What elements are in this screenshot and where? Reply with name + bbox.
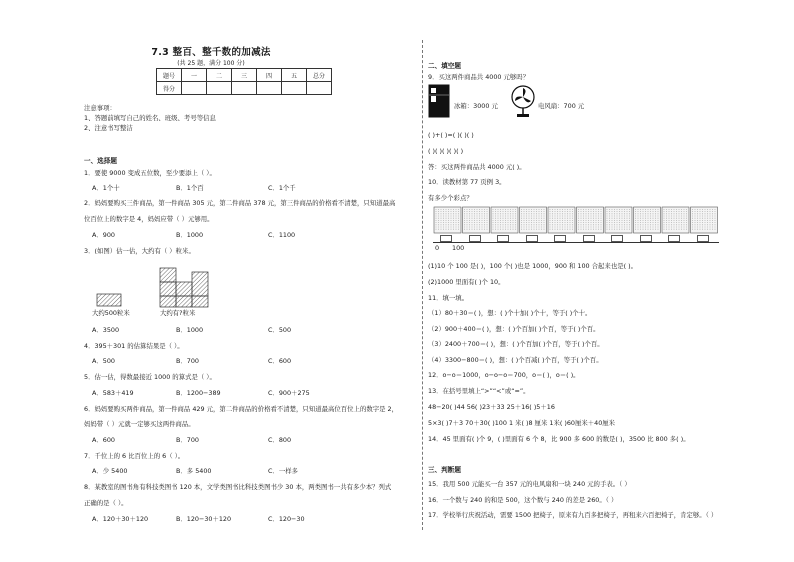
column-divider [422,40,423,530]
question-10-part2: (2)1000 里面有( )个 10。 [428,278,505,286]
notice-item: 1、答题前填写自己的姓名、班级、考号等信息 [84,114,216,122]
answer-blank-row: ( )+( )=( )( )( ) [428,131,474,139]
dot-card [520,207,547,233]
option: A．600 [92,436,115,444]
option: B．700 [176,357,199,365]
score-cell [257,82,282,95]
score-table [156,68,332,95]
number-line-tick-label: 100 [452,244,465,252]
option: A．500 [92,357,115,365]
fan-price-label: 电风扇：700 元 [538,102,585,110]
score-table-score-row [157,82,332,95]
electric-fan-icon [508,84,538,118]
score-header-cell: 五 [282,69,307,82]
option: B．多 5400 [176,467,212,475]
score-row-label: 得分 [157,82,182,95]
question-11-row: （3）2400＋700＝( )，想：( )个百加( )个百，等于( )个百。 [428,340,604,348]
question-4: 4．395＋301 的估算结果是（ ）。 [84,342,184,350]
option: A．583＋419 [92,389,134,397]
question-14: 14．45 里面有( )个 9，( )里面有 6 个 8，比 900 多 600 的数是( )，3500 比 800 多( )。 [428,435,690,443]
option: A．3500 [92,326,120,334]
option: A．120＋30＋120 [92,515,149,523]
dot-card [463,207,490,233]
question-13-row: 5×3( )7＋3 70＋30( )100 1 米( )8 厘米 1米( )60厘米＋40厘米 [428,419,616,427]
option: B．1000 [176,231,204,239]
number-line-segment-box [668,235,680,242]
question-1: 1．要使 9000 变成五位数，至少要添上（ ）。 [84,169,216,177]
option: B．1200−389 [176,389,221,397]
dot-card [577,207,604,233]
question-17: 17．学校举行庆祝活动，需要 1500 把椅子，原来有九百多把椅子，再租来六百把椅子，肯定够。（ ） [428,511,718,519]
number-line-segment-box [440,235,452,242]
question-10: 10．读教材第 77 页例 3。 [428,178,506,186]
question-10-part1: (1)10 个 100 是( )，100 个( )也是 1000，900 和 100 合起来也是( )。 [428,262,638,270]
score-header-cell: 总分 [307,69,332,82]
question-13: 13．在括号里填上“>”“<”或“=”。 [428,387,530,395]
question-12: 12．o−o＝1000，o−o−o＝700，o＝( )，o＝( )。 [428,371,580,379]
dot-card [491,207,518,233]
dot-card [691,207,718,233]
question-10-sub: 有多少个彩点？ [428,194,473,202]
question-11: 11．填一填。 [428,294,469,302]
fridge-icon [428,84,452,118]
question-7: 7．千位上的 6 比百位上的 6（ ）。 [84,452,185,460]
number-line-segment-box [469,235,481,242]
question-3: 3．(如图）估一估，大约有（ ）粒米。 [84,247,195,255]
notice-heading: 注意事项： [84,104,116,112]
number-line-segment-box [697,235,709,242]
figure-label-large: 大约有?粒米 [160,309,196,317]
score-header-cell: 二 [207,69,232,82]
dot-card [548,207,575,233]
section-heading-judge: 三、判断题 [428,466,461,474]
score-cell [307,82,332,95]
question-5: 5．估一估，得数最接近 1000 的算式是（ ）。 [84,373,216,381]
dot-cards-figure [433,206,723,234]
score-cell [232,82,257,95]
option: C．500 [268,326,292,334]
question-8-line2: 正确的是（ ）。 [84,499,128,507]
score-header-cell: 一 [182,69,207,82]
score-header-cell: 四 [257,69,282,82]
option: B．1000 [176,326,204,334]
question-11-row: （1）80＋30＝( )，想：( )个十加( )个十，等于( )个十。 [428,309,592,317]
option: C．1个千 [268,184,296,192]
question-15: 15．我用 500 元能买一台 357 元的电风扇和一块 240 元的手表。（ ） [428,480,631,488]
number-line-segment-box [640,235,652,242]
number-line-segment-box [554,235,566,242]
question-2-line1: 2．妈妈要购买三件商品，第一件商品 305 元，第二件商品 378 元，第三件商品的价格看不清楚，只知道最高 [84,199,396,207]
option: A．900 [92,231,115,239]
answer-blank-row: ( )( )( )( )( ) [428,147,464,155]
figure-label-small: 大约500粒米 [92,309,130,317]
worksheet-title: 7.3 整百、整千数的加减法 [151,47,271,58]
option: C．600 [268,357,292,365]
option: A．1个十 [92,184,120,192]
question-8-line1: 8．某教室的图书角有科技类图书 120 本，文学类图书比科技类图书少 30 本，两类图书一共有多少本？列式 [84,483,392,491]
number-line-segment-box [526,235,538,242]
notice-item: 2、注意书写整洁 [84,124,133,132]
section-heading-choice: 一、选择题 [84,157,117,165]
answer-line: 答：买这两件商品共 4000 元( )。 [428,163,526,171]
option: A．少 5400 [92,467,128,475]
section-heading-fill: 二、填空题 [428,62,461,70]
question-6-line2: 妈妈带（ ）元就一定够买这两件商品。 [84,420,195,428]
option: B．700 [176,436,199,444]
number-line-tick-label: 0 [435,244,440,252]
number-line-segment-box [611,235,623,242]
option: C．120−30 [268,515,305,523]
number-line-axis [433,242,719,243]
option: C．1100 [268,231,296,239]
question-16: 16．一个数与 240 的和是 500，这个数与 240 的差是 260。（ ） [428,496,618,504]
worksheet-subtitle: (共 25 题，满分 100 分) [177,60,245,67]
dot-card [662,207,689,233]
option: C．900＋275 [268,389,310,397]
question-9: 9．买这两件商品共 4000 元够吗？ [428,73,530,81]
number-line-segment-box [497,235,509,242]
question-11-row: （4）3300−800＝( )，想：( )个百减( )个百，等于( )个百。 [428,356,603,364]
option: B．1个百 [176,184,204,192]
dot-card [434,207,461,233]
number-line-segment-box [583,235,595,242]
question-11-row: （2）900＋400＝( )，想：( )个百加( )个百，等于( )个百。 [428,325,600,333]
option: B．120−30＋120 [176,515,232,523]
score-cell [282,82,307,95]
fridge-price-label: 冰箱：3000 元 [454,102,498,110]
score-header-cell: 题号 [157,69,182,82]
score-header-cell: 三 [232,69,257,82]
dot-card [605,207,632,233]
question-2-line2: 位百位上的数字是 4，妈妈应带（ ）元够用。 [84,215,214,223]
question-13-row: 48−20( )44 56( )23＋33 25＋16( )5＋16 [428,403,555,411]
option: C．一样多 [268,467,299,475]
option: C．800 [268,436,292,444]
score-cell [207,82,232,95]
score-cell [182,82,207,95]
score-table-header-row [157,69,332,82]
question-6-line1: 6．妈妈要购买两件商品，第一件商品 429 元，第二件商品的价格看不清楚，只知道最高位百位上的数字是 2， [84,405,398,413]
dot-card [634,207,661,233]
